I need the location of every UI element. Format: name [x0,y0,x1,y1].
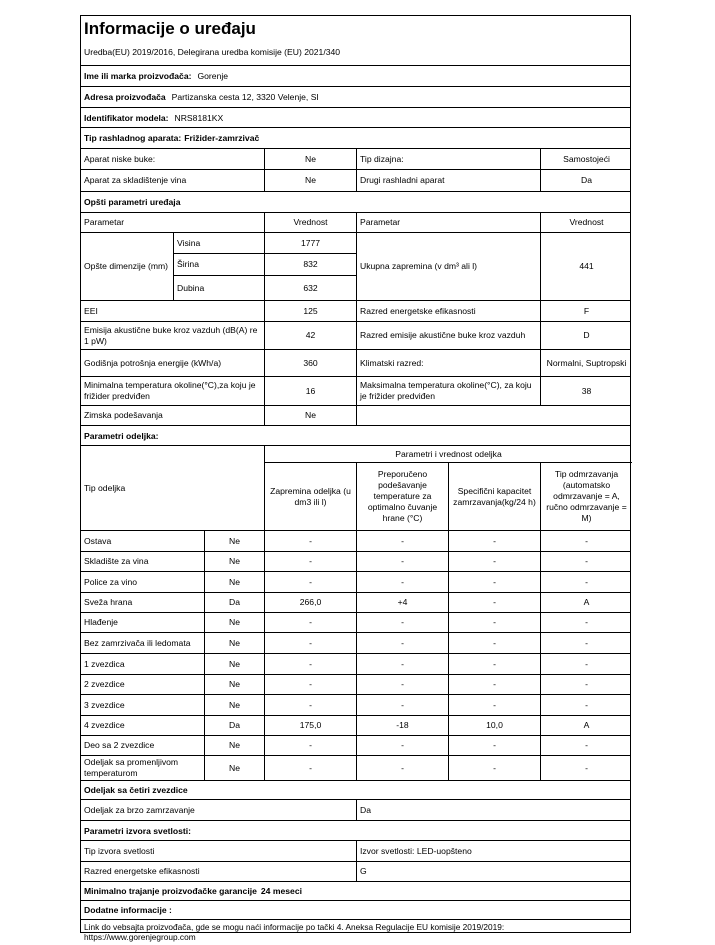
compartment-volume: 266,0 [264,593,356,612]
compartment-name: Odeljak sa promenljivom temperaturom [84,757,179,778]
compartment-freezing-capacity: - [448,613,540,632]
compartment-volume: - [264,756,356,780]
general-heading-row [81,192,630,213]
supplier-row [81,66,630,87]
max-temperature-label: Maksimalna temperatura okoline(°C), za koju je frižider predviđen [356,377,540,405]
compartment-row [81,736,630,756]
parameter-header-right: Parametar [356,213,540,232]
compartment-defrost-type: - [540,572,632,592]
compartment-freezing-capacity: - [448,531,540,551]
compartment-freezing-capacity: - [448,756,540,780]
compartment-present: Ne [204,531,264,551]
noise-emission-label: Emisija akustične buke kroz vazduh (dB(A) re 1 pW) [84,324,258,346]
noise-row [81,322,630,350]
max-temperature-value: 38 [540,377,632,405]
depth-label: Dubina [173,276,264,300]
fast-freeze-row [81,800,630,821]
address-row [81,87,630,108]
light-class-value: G [356,862,632,881]
compartment-freezing-capacity: - [448,654,540,674]
compartment-row [81,633,630,654]
supplier-label: Ime ili marka proizvođača: [84,71,192,81]
compartment-values-group-header: Parametri i vrednost odeljka [264,446,632,463]
value-header: Vrednost [264,213,356,232]
compartment-volume: - [264,675,356,694]
total-volume-label: Ukupna zapremina (v dm³ ali l) [356,233,540,300]
compartment-name: Bez zamrzivača ili ledomata [84,637,191,648]
manufacturer-url-link[interactable]: https://www.gorenjegroup.com [84,932,196,942]
compartment-name: Deo sa 2 zvezdice [84,740,155,750]
compartment-present: Da [204,593,264,612]
compartment-temperature: -18 [356,716,448,735]
address-value: Partizanska cesta 12, 3320 Velenje, SI [171,92,319,102]
winter-setting-label: Zimska podešavanja [84,410,163,420]
product-information-sheet [80,15,631,942]
compartment-name: Skladište za vina [84,556,149,566]
noise-emission-value: 42 [264,322,356,349]
compartment-freezing-capacity: - [448,572,540,592]
additional-heading-row [81,901,630,920]
compartment-temperature: - [356,552,448,571]
min-temperature-label: Minimalna temperatura okoline(°C),za koju je frižider predviđen [84,380,256,401]
appliance-type-value: Frižider-zamrzivač [184,133,260,143]
compartment-defrost-type: - [540,695,632,715]
climate-class-value: Normalni, Suptropski [540,350,632,376]
light-heading-row [81,821,630,841]
depth-value: 632 [264,276,356,300]
compartment-defrost-type: - [540,613,632,632]
compartment-defrost-type: - [540,531,632,551]
other-appliance-value: Da [540,170,632,191]
design-type-value: Samostojeći [540,149,632,169]
compartment-volume: 175,0 [264,716,356,735]
compartment-temperature: +4 [356,593,448,612]
compartment-volume: - [264,572,356,592]
four-star-heading-row [81,780,630,800]
appliance-type-row [81,128,630,149]
light-type-row [81,841,630,862]
compartment-present: Ne [204,613,264,632]
min-temperature-value: 16 [264,377,356,405]
compartment-volume: - [264,695,356,715]
light-type-label: Tip izvora svetlosti [84,845,155,856]
consumption-row [81,350,630,377]
compartment-present: Ne [204,675,264,694]
compartment-defrost-type: - [540,756,632,780]
energy-class-label: Razred energetske efikasnosti [356,301,540,321]
compartment-row [81,552,630,572]
warranty-row [81,882,630,901]
compartment-name: 3 zvezdice [84,699,125,710]
model-label: Identifikator modela: [84,112,169,123]
other-appliance-label: Drugi rashladni aparat [356,170,540,191]
low-noise-value: Ne [264,149,356,169]
compartment-present: Ne [204,736,264,755]
warranty-label: Minimalno trajanje proizvođačke garancije [84,886,257,896]
compartment-row [81,531,630,552]
compartment-volume: - [264,531,356,551]
compartment-defrost-type: A [540,593,632,612]
compartment-row [81,613,630,633]
parameter-header: Parametar [84,217,125,227]
compartment-defrost-type: - [540,736,632,755]
compartment-present: Da [204,716,264,735]
noise-class-label: Razred emisije akustične buke kroz vazduh [356,322,540,349]
light-class-row [81,862,630,882]
compartment-freezing-capacity: - [448,675,540,694]
dimensions-label: Opšte dimenzije (mm) [84,261,169,271]
compartment-defrost-type: - [540,633,632,653]
total-volume-value: 441 [540,233,632,300]
compartment-name: 1 zvezdica [84,658,125,669]
compartment-defrost-type: - [540,675,632,694]
wine-storage-label: Aparat za skladištenje vina [84,175,187,185]
energy-class-value: F [540,301,632,321]
compartment-present: Ne [204,633,264,653]
model-row [81,108,630,128]
compartment-volume: - [264,552,356,571]
low-noise-label: Aparat niske buke: [84,153,156,164]
compartment-name: Police za vino [84,576,138,587]
compartment-row [81,756,630,781]
fast-freeze-label: Odeljak za brzo zamrzavanje [84,804,195,815]
manufacturer-link-text: Link do vebsajta proizvođača, gde se mogu naći informacije po tački 4. Aneksa Regulacije EU komisije 2019/2019: [84,922,505,932]
compartment-temperature: - [356,675,448,694]
compartment-temperature: - [356,695,448,715]
compartment-row [81,572,630,593]
design-type-label: Tip dizajna: [356,149,540,169]
compartment-row [81,695,630,716]
compartment-row [81,675,630,695]
sheet-title: Informacije o uređaju [84,19,256,38]
climate-class-label: Klimatski razred: [356,350,540,376]
compartment-volume: - [264,736,356,755]
general-heading: Opšti parametri uređaja [84,197,181,207]
compartments-heading-row [81,426,630,446]
compartment-temperature: - [356,531,448,551]
annual-consumption-label: Godišnja potrošnja energije (kWh/a) [84,357,222,368]
compartment-present: Ne [204,654,264,674]
winter-setting-value: Ne [264,406,356,425]
additional-info-block [84,922,627,942]
eei-row [81,301,630,322]
address-label: Adresa proizvođača [84,92,166,102]
width-value: 832 [264,254,356,276]
compartment-freezing-capacity: - [448,552,540,571]
volume-column-header: Zapremina odeljka (u dm3 ili l) [264,463,356,530]
compartment-freezing-capacity: - [448,633,540,653]
width-label: Širina [173,254,264,276]
light-source-value: Izvor svetlosti: LED-uopšteno [356,841,632,861]
compartment-freezing-capacity: - [448,736,540,755]
compartment-freezing-capacity: 10,0 [448,716,540,735]
wine-storage-row [81,170,630,192]
eei-label: EEI [84,305,98,316]
compartment-row [81,716,630,736]
compartment-type-header: Tip odeljka [84,482,126,493]
compartment-defrost-type: - [540,552,632,571]
warranty-value: 24 meseci [260,886,302,896]
noise-class-value: D [540,322,632,349]
value-header-right: Vrednost [540,213,632,232]
height-value: 1777 [264,233,356,254]
temperature-row [81,377,630,406]
general-column-headers [81,213,630,233]
compartment-name: Ostava [84,535,112,546]
four-star-heading: Odeljak sa četiri zvezdice [84,784,188,795]
temperature-column-header: Preporučeno podešavanje temperature za optimalno čuvanje hrane (°C) [356,463,448,530]
compartment-name: 4 zvezdice [84,720,125,730]
supplier-value: Gorenje [197,71,229,81]
compartment-present: Ne [204,756,264,780]
light-class-label: Razred energetske efikasnosti [84,866,200,876]
compartment-row [81,654,630,675]
compartments-heading: Parametri odeljka: [84,430,159,441]
compartment-volume: - [264,613,356,632]
appliance-type-label: Tip rashladnog aparata: [84,133,182,143]
additional-heading: Dodatne informacije : [84,905,172,915]
compartment-temperature: - [356,654,448,674]
height-label: Visina [173,233,264,254]
compartment-present: Ne [204,695,264,715]
compartment-row [81,593,630,613]
compartment-volume: - [264,633,356,653]
light-heading: Parametri izvora svetlosti: [84,825,191,836]
compartment-defrost-type: A [540,716,632,735]
winter-setting-row [81,406,630,426]
compartment-temperature: - [356,756,448,780]
compartment-temperature: - [356,613,448,632]
compartment-temperature: - [356,572,448,592]
defrost-column-header: Tip odmrzavanja (automatsko odmrzavanje = A, ručno odmrzavanje = M) [540,463,632,530]
compartment-temperature: - [356,633,448,653]
annual-consumption-value: 360 [264,350,356,376]
compartment-name: Sveža hrana [84,597,133,607]
compartment-defrost-type: - [540,654,632,674]
compartment-present: Ne [204,572,264,592]
compartments-header-row [81,446,630,531]
eei-value: 125 [264,301,356,321]
regulation-reference: Uredba(EU) 2019/2016, Delegirana uredba komisije (EU) 2021/340 [84,47,341,57]
dimensions-row [81,233,630,301]
compartment-temperature: - [356,736,448,755]
low-noise-row [81,149,630,170]
compartment-freezing-capacity: - [448,593,540,612]
compartment-name: 2 zvezdice [84,679,125,689]
compartment-freezing-capacity: - [448,695,540,715]
compartment-present: Ne [204,552,264,571]
wine-storage-value: Ne [264,170,356,191]
compartment-volume: - [264,654,356,674]
capacity-column-header: Specifični kapacitet zamrzavanja(kg/24 h) [448,463,540,530]
fast-freeze-value: Da [356,800,632,820]
winter-setting-empty [356,406,632,425]
model-value: NRS8181KX [174,112,224,123]
sheet-header [81,16,630,66]
compartment-name: Hlađenje [84,617,118,627]
